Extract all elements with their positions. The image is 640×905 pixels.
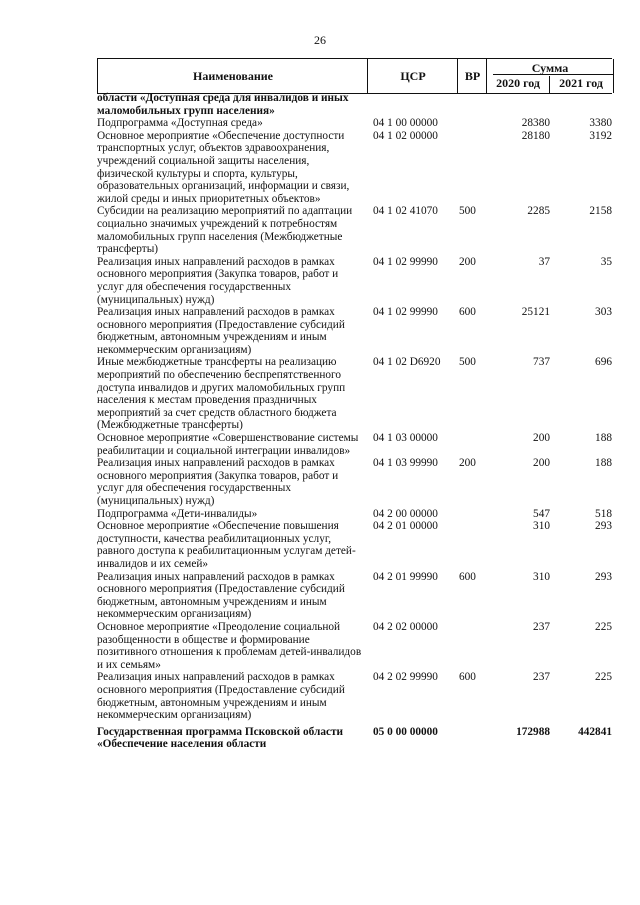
table-row [97,117,612,130]
row-vr: 600 [459,306,476,319]
row-sum-2020: 200 [533,457,550,470]
row-sum-2020: 310 [533,570,550,583]
header-csr-cell [367,59,458,93]
header-sum: Сумма [531,61,569,75]
row-sum-2020: 28180 [521,129,550,142]
table-row [97,256,612,306]
row-sum-2021 [550,92,612,117]
row-name: Реализация иных направлений расходов в рамках основного мероприятия (Предоставление субсидий бюджетным, автономным учреждениям и иным некоммерческим организациям) [97,570,345,621]
header-vr-cell [457,59,487,93]
row-sum-2021: 303 [595,306,612,319]
row-vr: 200 [459,255,476,268]
row-vr [457,117,492,130]
row-vr: 600 [459,570,476,583]
row-csr [367,92,457,117]
row-vr [457,726,492,751]
row-csr: 04 1 03 99990 [373,457,438,470]
table-row [97,726,612,751]
header-name: Наименование [193,69,273,83]
row-sum-2021: 2158 [589,205,612,218]
row-name: Реализация иных направлений расходов в рамках основного мероприятия (Предоставление субсидий бюджетным, автономным учреждениям и иным некоммерческим организациям) [97,671,345,722]
row-sum-2021: 3380 [589,117,612,130]
row-vr [457,432,492,457]
row-sum-2020: 37 [538,255,550,268]
row-sum-2021: 188 [595,432,612,445]
row-sum-2020: 2285 [527,205,550,218]
table-row [97,520,612,570]
row-sum-2020: 200 [533,432,550,445]
row-csr: 04 2 02 99990 [373,671,438,684]
row-sum-2021: 3192 [589,129,612,142]
row-sum-2020 [492,92,550,117]
table-row [97,457,612,507]
header-year-2020: 2020 год [487,76,550,93]
row-sum-2020: 547 [533,507,550,520]
table-row [97,508,612,521]
row-sum-2020: 25121 [521,306,550,319]
row-vr [457,621,492,671]
header-sum-cell [486,59,614,93]
row-vr: 200 [459,457,476,470]
row-name: Реализация иных направлений расходов в рамках основного мероприятия (Предоставление субсидий бюджетным, автономным учреждениям и иным некоммерческим организациям) [97,306,345,356]
header-vr: ВР [464,69,481,83]
row-csr: 04 1 02 D6920 [373,356,441,369]
row-vr [457,130,492,206]
row-name: области «Доступная среда для инвалидов и иных маломобильных групп населения» [97,92,349,117]
header-sum-divider [493,74,613,75]
row-csr: 04 1 02 41070 [373,205,438,218]
row-name: Основное мероприятие «Обеспечение доступности транспортных услуг, объектов здравоохранения, учреждений социальной защиты населения, физической культуры и спорта, культуры, образовательных организаций, информации и связи, жилой среды и иных приоритетных объектов» [97,129,350,205]
row-sum-2020: 737 [533,356,550,369]
row-sum-2020: 237 [533,671,550,684]
row-sum-2021: 225 [595,620,612,633]
row-sum-2021: 518 [595,507,612,520]
header-csr: ЦСР [400,69,426,83]
row-csr: 05 0 00 00000 [373,725,438,738]
table-row [97,130,612,206]
row-csr: 04 1 02 00000 [373,129,438,142]
row-name: Основное мероприятие «Совершенствование системы реабилитации и социальной интеграции инвалидов» [97,432,359,457]
table-header [97,58,612,94]
row-sum-2020: 172988 [516,725,550,738]
row-sum-2021: 293 [595,570,612,583]
row-vr: 500 [459,356,476,369]
row-sum-2020: 310 [533,520,550,533]
table-row [97,432,612,457]
row-name: Основное мероприятие «Обеспечение повышения доступности, качества реабилитационных услуг, равного доступа к реабилитационным услугам детей-инвалидов и их семей» [97,520,356,570]
row-sum-2021: 188 [595,457,612,470]
row-sum-2021: 696 [595,356,612,369]
page-number: 26 [314,33,326,47]
row-name: Подпрограмма «Дети-инвалиды» [97,507,258,520]
table-row [97,356,612,432]
row-sum-2020: 237 [533,620,550,633]
row-sum-2021: 293 [595,520,612,533]
table-row [97,571,612,621]
row-csr: 04 2 02 00000 [373,620,438,633]
row-name: Иные межбюджетные трансферты на реализацию мероприятий по обеспечению беспрепятственного доступа инвалидов и других маломобильных групп населения к местам проведения праздничных мероприятий за счет средств областного бюджета (Межбюджетные трансферты) [97,356,346,432]
row-vr [457,508,492,521]
row-sum-2020: 28380 [521,117,550,130]
row-csr: 04 1 00 00000 [373,117,438,130]
row-name: Основное мероприятие «Преодоление социальной разобщенности в обществе и формирование позитивного отношения к проблемам детей-инвалидов и их семьям» [97,620,362,671]
row-name: Субсидии на реализацию мероприятий по адаптации социально значимых учреждений к потребностям маломобильных групп населения (Межбюджетные трансферты) [97,205,353,256]
header-year-2021: 2021 год [559,76,603,90]
table-row [97,205,612,255]
row-csr: 04 1 02 99990 [373,255,438,268]
row-csr: 04 1 03 00000 [373,432,438,445]
row-csr: 04 2 01 99990 [373,570,438,583]
row-name: Подпрограмма «Доступная среда» [97,117,263,130]
row-csr: 04 2 00 00000 [373,507,438,520]
row-sum-2021: 442841 [578,725,612,738]
header-name-cell [97,59,368,93]
row-csr: 04 2 01 00000 [373,520,438,533]
row-csr: 04 1 02 99990 [373,306,438,319]
row-name: Реализация иных направлений расходов в рамках основного мероприятия (Закупка товаров, работ и услуг для обеспечения государственных (муниципальных) нужд) [97,255,339,306]
table-row [97,92,612,117]
row-sum-2021: 35 [600,255,612,268]
row-vr: 500 [459,205,476,218]
table-body [97,92,612,751]
table-row [97,306,612,356]
row-vr: 600 [459,671,476,684]
row-sum-2021: 225 [595,671,612,684]
row-vr [457,92,492,117]
table-row [97,671,612,721]
table-row [97,621,612,671]
row-name: Реализация иных направлений расходов в рамках основного мероприятия (Закупка товаров, работ и услуг для обеспечения государственных (муниципальных) нужд) [97,457,339,507]
row-vr [457,520,492,570]
row-name: Государственная программа Псковской области «Обеспечение населения области [97,725,344,751]
